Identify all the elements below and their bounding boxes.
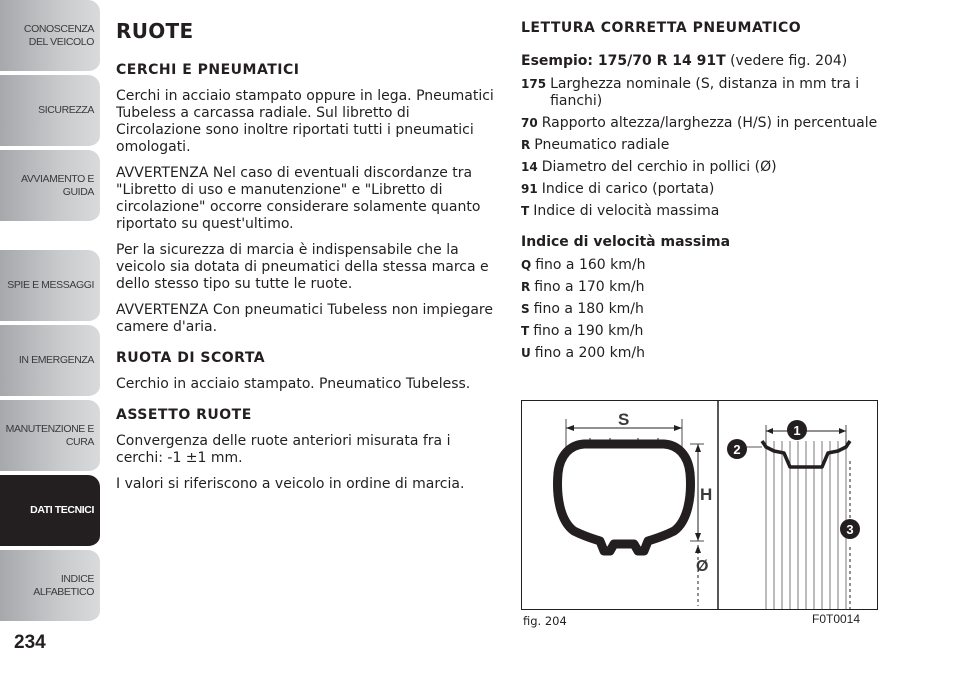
page-title: RUOTE (116, 19, 194, 43)
arrow-head (695, 444, 701, 452)
definition-code: R (521, 138, 531, 152)
tab-indice-alfabetico[interactable] (0, 550, 100, 623)
tire-profile (558, 444, 691, 551)
tab-conoscenza-del-veicolo[interactable] (0, 0, 100, 73)
arrow-head (695, 533, 701, 541)
definition-text: Rapporto altezza/larghezza (H/S) in percentuale (541, 115, 878, 131)
tire-diagram-svg (522, 401, 877, 609)
arrow-head (695, 545, 701, 553)
definition-item (521, 76, 891, 110)
paragraph: Cerchi in acciaio stampato oppure in lega. Pneumatici Tubeless a carcassa radiale. Sul libretto di Circolazione sono inoltre riportati tutti i pneumatici omologati. (116, 88, 494, 155)
tab-label: SICUREZZA (38, 104, 94, 117)
tab-label: CONOSCENZA DEL VEICOLO (23, 23, 94, 48)
tab-label: MANUTENZIONE E CURA (5, 423, 94, 448)
speed-item (521, 301, 891, 318)
left-column (116, 20, 496, 502)
speed-item (521, 257, 891, 274)
tab-spie-e-messaggi[interactable] (0, 250, 100, 323)
tab-label: AVVIAMENTO E GUIDA (21, 173, 94, 198)
paragraph: Cerchio in acciaio stampato. Pneumatico Tubeless. (116, 376, 471, 392)
arrow-head (674, 425, 682, 431)
example-label: Esempio: 175/70 R 14 91T (521, 53, 726, 69)
label-s: S (618, 410, 630, 429)
speed-code: U (521, 346, 531, 360)
tab-avviamento-e-guida[interactable] (0, 150, 100, 223)
callout-1-icon (787, 420, 807, 440)
definition-text: Indice di carico (portata) (541, 181, 715, 197)
tab-label: IN EMERGENZA (18, 354, 94, 367)
speed-code: Q (521, 258, 532, 272)
label-diameter: Ø (696, 558, 709, 575)
speed-text: fino a 170 km/h (534, 279, 645, 295)
definition-item (521, 159, 891, 176)
speed-text: fino a 200 km/h (534, 345, 645, 361)
example-ref: (vedere fig. 204) (730, 53, 848, 69)
definition-item (521, 115, 891, 132)
section-heading-lettura: LETTURA CORRETTA PNEUMATICO (521, 20, 802, 36)
tab-label: SPIE E MESSAGGI (7, 279, 94, 292)
paragraph: I valori si riferiscono a veicolo in ordine di marcia. (116, 476, 465, 492)
page-number: 234 (14, 632, 46, 653)
definition-text: Diametro del cerchio in pollici (Ø) (541, 159, 777, 175)
callout-3-icon (840, 519, 860, 539)
definition-code: 70 (521, 116, 538, 130)
paragraph: Per la sicurezza di marcia è indispensabile che la veicolo sia dotata di pneumatici della stessa marca e dello stesso tipo su tutte le ruote. (116, 242, 489, 292)
tire-diagram (521, 400, 878, 610)
figure-code: F0T0014 (812, 612, 861, 626)
speed-text: fino a 190 km/h (533, 323, 644, 339)
definition-text: Larghezza nominale (S, distanza in mm tra i fianchi) (550, 76, 860, 109)
callout-2: 2 (733, 442, 741, 457)
tab-dati-tecnici[interactable] (0, 475, 100, 548)
paragraph: AVVERTENZA Nel caso di eventuali discordanze tra "Libretto di uso e manutenzione" e "Libretto di circolazione" occorre considerare solamente quanto riportato su quest'ultimo. (116, 165, 481, 232)
definition-code: 175 (521, 77, 547, 91)
definition-item (521, 181, 891, 198)
right-column (521, 20, 891, 367)
paragraph: Convergenza delle ruote anteriori misurata fra i cerchi: -1 ±1 mm. (116, 433, 451, 466)
callout-3: 3 (846, 522, 854, 537)
paragraph: AVVERTENZA Con pneumatici Tubeless non impiegare camere d'aria. (116, 302, 493, 335)
callout-2-icon (727, 439, 747, 459)
tab-manutenzione-e-cura[interactable] (0, 400, 100, 473)
definition-text: Indice di velocità massima (533, 203, 720, 219)
speed-item (521, 323, 891, 340)
speed-index-heading: Indice di velocità massima (521, 234, 731, 250)
label-h: H (700, 485, 713, 504)
section-heading-cerchi: CERCHI E PNEUMATICI (116, 62, 300, 78)
speed-code: T (521, 324, 530, 338)
section-heading-assetto: ASSETTO RUOTE (116, 407, 252, 423)
tab-label: DATI TECNICI (30, 504, 94, 517)
figure-caption: fig. 204 (523, 614, 567, 628)
tab-sicurezza[interactable] (0, 75, 100, 148)
speed-item (521, 345, 891, 362)
speed-item (521, 279, 891, 296)
rim-detail (740, 425, 850, 609)
definition-item (521, 203, 891, 220)
callout-1: 1 (793, 423, 801, 438)
tab-label: INDICE ALFABETICO (33, 573, 94, 598)
definition-code: 91 (521, 182, 538, 196)
definition-code: T (521, 204, 530, 218)
definition-code: 14 (521, 160, 538, 174)
tab-in-emergenza[interactable] (0, 325, 100, 398)
speed-code: S (521, 302, 530, 316)
arrow-head (566, 425, 574, 431)
speed-text: fino a 180 km/h (533, 301, 644, 317)
speed-text: fino a 160 km/h (535, 257, 646, 273)
definition-text: Pneumatico radiale (534, 137, 670, 153)
speed-code: R (521, 280, 531, 294)
definition-item (521, 137, 891, 154)
chapter-tabs (0, 0, 100, 630)
example-line (521, 53, 891, 70)
section-heading-ruota-scorta: RUOTA DI SCORTA (116, 350, 266, 366)
